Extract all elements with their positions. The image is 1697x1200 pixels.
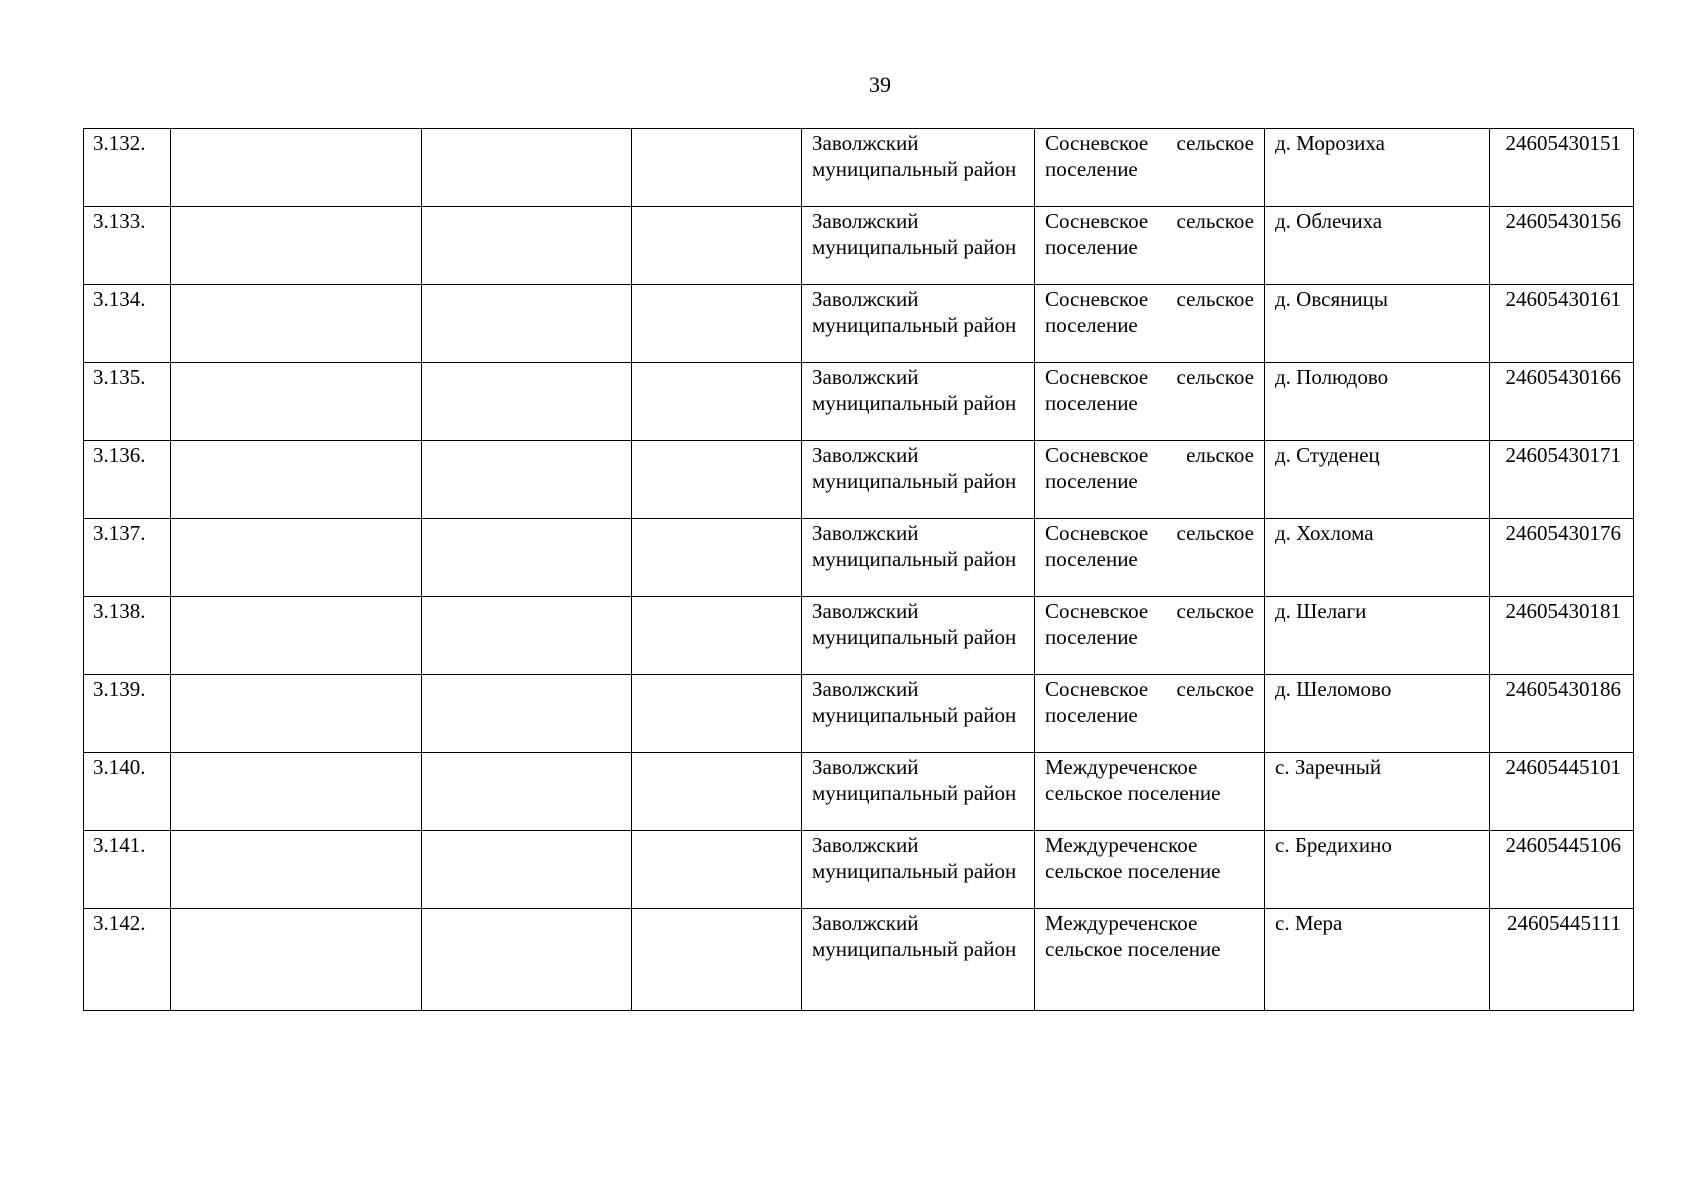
code-cell: 24605430161 (1490, 285, 1634, 363)
empty-cell (422, 831, 632, 909)
settlement-cell: Сосневское сельское поселение (1035, 519, 1265, 597)
code-cell: 24605430181 (1490, 597, 1634, 675)
settlement-cell: Междуреченское сельское поселение (1035, 909, 1265, 1011)
district-cell: Заволжский муниципальный район (802, 675, 1035, 753)
row-number-cell: 3.139. (84, 675, 171, 753)
locality-cell: с. Заречный (1265, 753, 1490, 831)
code-cell: 24605445111 (1490, 909, 1634, 1011)
settlements-table (83, 128, 1634, 1011)
empty-cell (171, 753, 422, 831)
empty-cell (422, 597, 632, 675)
empty-cell (632, 831, 802, 909)
settlement-cell: Сосневское сельское поселение (1035, 597, 1265, 675)
row-number-cell: 3.136. (84, 441, 171, 519)
district-cell: Заволжский муниципальный район (802, 207, 1035, 285)
locality-cell: д. Шеломово (1265, 675, 1490, 753)
empty-cell (422, 207, 632, 285)
table-row (84, 129, 1634, 207)
table-row (84, 285, 1634, 363)
empty-cell (171, 129, 422, 207)
locality-cell: д. Полюдово (1265, 363, 1490, 441)
district-cell: Заволжский муниципальный район (802, 441, 1035, 519)
locality-cell: с. Бредихино (1265, 831, 1490, 909)
row-number-cell: 3.137. (84, 519, 171, 597)
locality-cell: д. Шелаги (1265, 597, 1490, 675)
empty-cell (422, 129, 632, 207)
empty-cell (422, 675, 632, 753)
empty-cell (171, 831, 422, 909)
row-number-cell: 3.140. (84, 753, 171, 831)
row-number-cell: 3.142. (84, 909, 171, 1011)
empty-cell (422, 441, 632, 519)
code-cell: 24605430171 (1490, 441, 1634, 519)
code-cell: 24605430156 (1490, 207, 1634, 285)
empty-cell (632, 441, 802, 519)
empty-cell (632, 675, 802, 753)
empty-cell (632, 519, 802, 597)
settlement-cell: Сосневское сельское поселение (1035, 285, 1265, 363)
table-row (84, 831, 1634, 909)
empty-cell (171, 519, 422, 597)
row-number-cell: 3.141. (84, 831, 171, 909)
settlement-cell: Сосневское сельское поселение (1035, 675, 1265, 753)
code-cell: 24605430176 (1490, 519, 1634, 597)
page-number: 39 (869, 72, 891, 97)
table-row (84, 207, 1634, 285)
table-body (84, 129, 1634, 1011)
district-cell: Заволжский муниципальный район (802, 129, 1035, 207)
empty-cell (632, 285, 802, 363)
table-row (84, 519, 1634, 597)
code-cell: 24605445101 (1490, 753, 1634, 831)
row-number-cell: 3.133. (84, 207, 171, 285)
empty-cell (171, 597, 422, 675)
locality-cell: д. Облечиха (1265, 207, 1490, 285)
district-cell: Заволжский муниципальный район (802, 909, 1035, 1011)
settlement-cell: Сосневское ельское поселение (1035, 441, 1265, 519)
table-row (84, 909, 1634, 1011)
row-number-cell: 3.138. (84, 597, 171, 675)
table-row (84, 753, 1634, 831)
code-cell: 24605430166 (1490, 363, 1634, 441)
empty-cell (171, 207, 422, 285)
empty-cell (171, 909, 422, 1011)
empty-cell (632, 129, 802, 207)
locality-cell: д. Овсяницы (1265, 285, 1490, 363)
settlement-cell: Междуреченское сельское поселение (1035, 831, 1265, 909)
locality-cell: с. Мера (1265, 909, 1490, 1011)
settlement-cell: Сосневское сельское поселение (1035, 129, 1265, 207)
empty-cell (632, 909, 802, 1011)
district-cell: Заволжский муниципальный район (802, 753, 1035, 831)
empty-cell (632, 363, 802, 441)
row-number-cell: 3.134. (84, 285, 171, 363)
district-cell: Заволжский муниципальный район (802, 831, 1035, 909)
settlement-cell: Сосневское сельское поселение (1035, 207, 1265, 285)
empty-cell (632, 753, 802, 831)
empty-cell (422, 753, 632, 831)
district-cell: Заволжский муниципальный район (802, 519, 1035, 597)
code-cell: 24605430186 (1490, 675, 1634, 753)
empty-cell (632, 597, 802, 675)
table-row (84, 675, 1634, 753)
empty-cell (422, 363, 632, 441)
empty-cell (171, 441, 422, 519)
empty-cell (171, 675, 422, 753)
table-row (84, 363, 1634, 441)
row-number-cell: 3.135. (84, 363, 171, 441)
district-cell: Заволжский муниципальный район (802, 285, 1035, 363)
table-row (84, 441, 1634, 519)
empty-cell (422, 285, 632, 363)
settlement-cell: Сосневское сельское поселение (1035, 363, 1265, 441)
locality-cell: д. Студенец (1265, 441, 1490, 519)
empty-cell (632, 207, 802, 285)
locality-cell: д. Морозиха (1265, 129, 1490, 207)
code-cell: 24605430151 (1490, 129, 1634, 207)
district-cell: Заволжский муниципальный район (802, 597, 1035, 675)
empty-cell (171, 363, 422, 441)
code-cell: 24605445106 (1490, 831, 1634, 909)
locality-cell: д. Хохлома (1265, 519, 1490, 597)
table-row (84, 597, 1634, 675)
row-number-cell: 3.132. (84, 129, 171, 207)
empty-cell (422, 909, 632, 1011)
district-cell: Заволжский муниципальный район (802, 363, 1035, 441)
empty-cell (422, 519, 632, 597)
settlement-cell: Междуреченское сельское поселение (1035, 753, 1265, 831)
empty-cell (171, 285, 422, 363)
